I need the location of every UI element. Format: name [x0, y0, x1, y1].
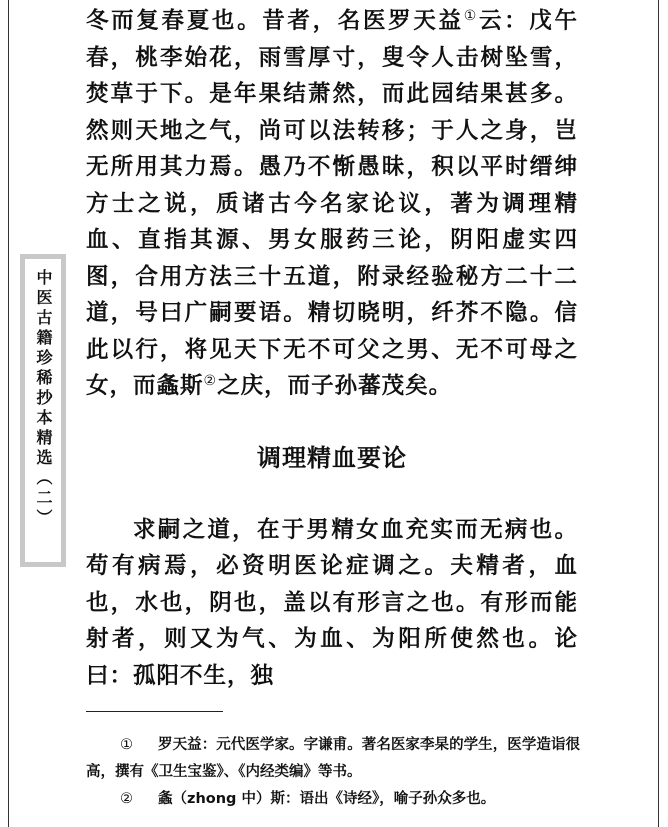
- footnotes: [86, 732, 580, 813]
- footnote-2: [86, 786, 580, 813]
- side-tab-inner: [25, 259, 61, 562]
- intro-paragraph: [86, 3, 578, 405]
- intro-text-part3: 之庆，而子孙蕃茂矣。: [217, 373, 453, 399]
- footnote-divider: [86, 711, 223, 712]
- footnote-ref-2[interactable]: ②: [203, 373, 218, 389]
- intro-text-part1: 冬而复春夏也。昔者，名医罗天益: [86, 8, 464, 34]
- footnote-marker-2: ②: [120, 791, 133, 807]
- intro-text-part2: 云：戊午春，桃李始花，雨雪厚寸，叟令人击树坠雪，焚草于下。是年果结萧然，而此园结果甚多。然则天地之气，尚可以法转移；于人之身，岂无所用其力焉。愚乃不惭愚昧，积以平时缙绅方士之说，质诸古今名家论议，著为调理精血、直指其源、男女服药三论，阴阳虚实四图，合用方法三十五道，附录经验秘方二十二道，号曰广嗣要语。精切晓明，纤芥不隐。信此以行，将见天下无不可父之男、无不可母之女，而螽斯: [86, 8, 578, 399]
- footnote-text-2: 螽（zhong 中）斯：语出《诗经》，喻子孙众多也。: [158, 791, 496, 807]
- main-text: [86, 3, 578, 694]
- footnote-1: [86, 732, 580, 786]
- book-series-title: 中医古籍珍稀抄本精选（二）: [34, 269, 53, 529]
- section-title: 调理精血要论: [257, 443, 407, 472]
- section-paragraph: 求嗣之道，在于男精女血充实而无病也。苟有病焉，必资明医论症调之。夫精者，血也，水也，阴也，盖以有形言之也。有形而能射者，则又为气、为血、为阳所使然也。论曰：孤阳不生，独: [86, 516, 578, 689]
- footnote-text-1: 罗天益：元代医学家。字谦甫。著名医家李杲的学生，医学造诣很高，撰有《卫生宝鉴》、《内经类编》等书。: [86, 737, 580, 780]
- footnote-ref-1[interactable]: ①: [463, 8, 479, 24]
- footnote-marker-1: ①: [120, 737, 133, 753]
- side-tab: [20, 254, 66, 567]
